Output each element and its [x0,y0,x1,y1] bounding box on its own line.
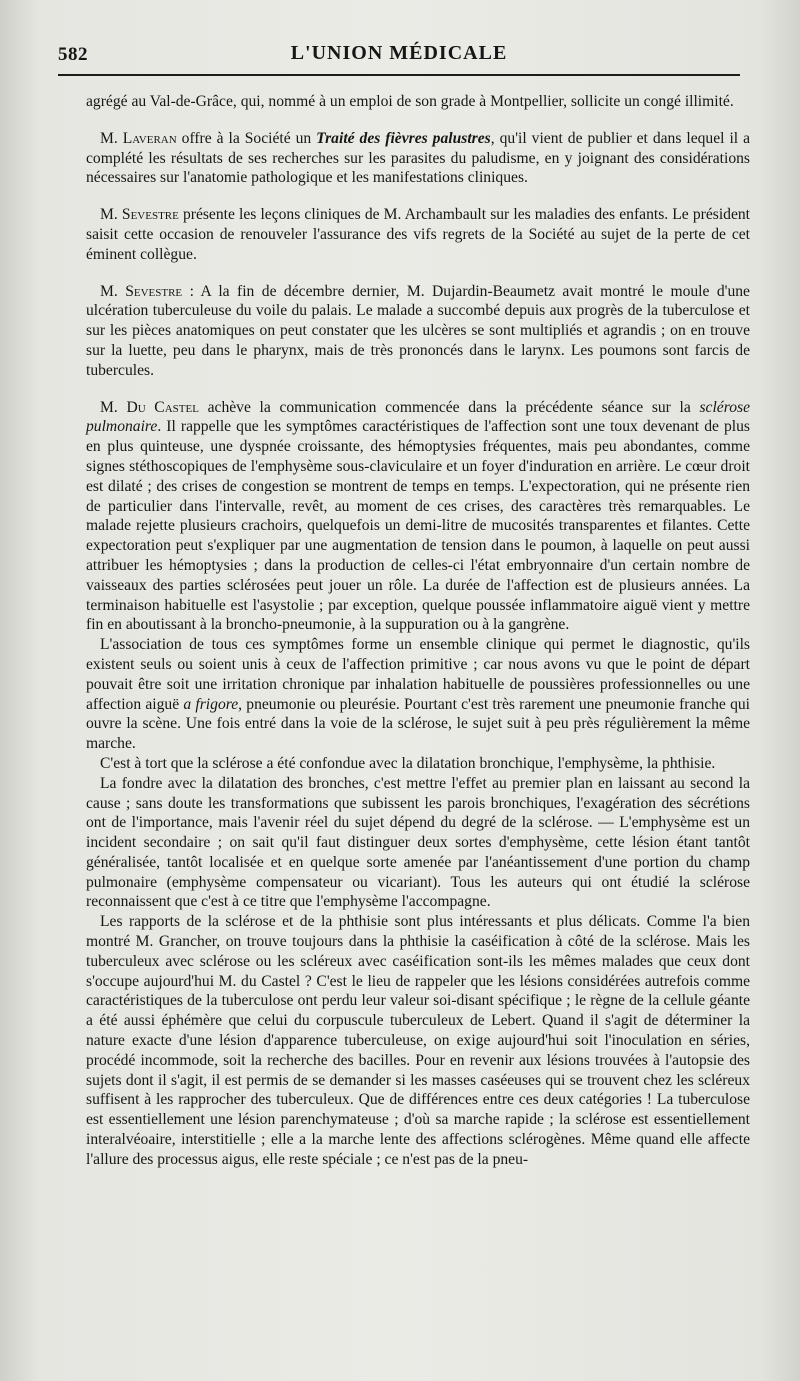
paragraph-text: offre à la Société un [176,129,317,147]
paragraph-text: L'association de tous ces symptômes forme un ensemble clinique qui permet le diagnostic, qu'ils existent seuls ou soient unis à ceux de l'affection primitive ; car nous avons vu que le point de départ pouvait être soit une irritation chronique par inhalation habituelle de poussières professionnelles ou une affection aiguë [86,636,750,713]
paragraph-text: C'est à tort que la sclérose a été confondue avec la dilatation bronchique, l'emphysème, la phthisie. [100,754,716,772]
paragraph-prefix: M. [100,398,127,416]
paragraph-prefix: M. [100,206,122,224]
paragraph-text: , pneumonie ou pleurésie. Pourtant c'est très rarement une pneumonie franche qui ouvre la scène. Une fois entré dans la voie de la sclérose, le sujet suit à peu près régulièrement la même marche. [86,695,751,753]
paragraph-text: . Il rappelle que les symptômes caractéristiques de l'affection sont une toux devenant de plus en plus quinteuse, une dyspnée croissante, des hémoptysies fréquentes, mais peu abondantes, comme signes stéthoscopiques de l'emphysème sous-claviculaire et un foyer d'induration en arrière. Le cœur droit est dilaté ; des crises de congestion se montrent de temps en temps. L'expectoration, qui ne présente rien de particulier dans l'intervalle, revêt, au moment de ces crises, des caractères très remarquables. Le malade rejette plusieurs crachoirs, quelquefois un demi-litre de mucosités transparentes et filantes. Cette expectoration peut s'expliquer par une augmentation de tension dans le poumon, à laquelle on peut aussi attribuer les hémoptysies ; dans la production de celles-ci l'état embryonnaire d'un certain nombre de vaisseaux des parties sclérosées peut jouer un rôle. La durée de l'affection est de plusieurs années. La terminaison habituelle est l'asystolie ; par exception, quelque poussée inflammatoire aiguë vient y mettre fin en aboutissant à la broncho-pneumonie, à la suppuration ou à la gangrène. [86,418,750,634]
running-title: L'UNION MÉDICALE [290,42,508,64]
paragraph-text: : A la fin de décembre dernier, M. Dujardin-Beaumetz avait montré le moule d'une ulcération tuberculeuse du voile du palais. Le malade a succombé depuis aux progrès de la tuberculose et sur les pièces anatomiques on peut constater que les ulcères se sont multipliés et agrandis ; on en trouve sur la luette, peu dans le pharynx, mais de très prononcés dans le larynx. Les poumons sont farcis de tubercules. [86,282,750,379]
speaker-name: Du Castel [126,398,199,416]
book-title: Traité des fièvres palustres [316,129,491,147]
paragraph-text: Les rapports de la sclérose et de la phthisie sont plus intéressants et plus délicats. Comme l'a bien montré M. Grancher, on trouve toujours dans la phthisie la caséification à côté de la sclérose. Mais les tuberculeux avec sclérose ou les scléreux avec caséification sont-ils les mêmes malades que ceux dont s'occupe aujourd'hui M. du Castel ? C'est le lieu de rappeler que les lésions considérées autrefois comme caractéristiques de la tuberculose ont perdu leur valeur soi-disant spécifique ; le règne de la cellule géante a été aussi éphémère que celui du corpuscule tuberculeux de Lebert. Quand il s'agit de déterminer la nature exacte d'une lésion d'apparence tuberculeuse, on exige aujourd'hui soit l'inoculation en séries, procédé incommode, soit la recherche des bacilles. Pour en revenir aux lésions trouvées à l'autopsie des sujets dont il s'agit, il est permis de se demander si les masses caséeuses qui se trouvent chez les scléreux suffisent à les rapprocher des tuberculeux. Que de différences entre ces deux catégories ! La tuberculose est essentiellement une lésion parenchymateuse ; d'où sa marche rapide ; la sclérose est essentiellement interalvéoaire, interstitielle ; elle a la marche lente des affections sclérogènes. Même quand elle affecte l'allure des processus aigus, elle reste spéciale ; ce n'est pas de la pneu- [86,913,750,1168]
paragraph-text: achève la communication commencée dans la précédente séance sur la [198,398,700,416]
paragraph-prefix: M. [100,129,123,147]
paragraph [86,398,750,636]
paragraph-text: La fondre avec la dilatation des bronches, c'est mettre l'effet au premier plan en laissant au second la cause ; sans doute les transformations que subissent les parois bronchiques, l'exagération des sécrétions ont de l'importance, mais l'avenir réel du sujet dépend du degré de la sclérose. — L'emphysème est un incident secondaire ; on sait qu'il faut distinguer deux sortes d'emphysème, cette lésion étant tantôt généralisée, tantôt localisée et en quelque sorte amenée par l'anéantissement d'une portion du champ pulmonaire (emphysème compensateur ou vicariant). Tous les auteurs qui ont étudié la sclérose reconnaissent que c'est à ce titre que l'emphysème l'accompagne. [86,774,750,911]
paragraph [86,912,750,1169]
paragraph [86,129,750,188]
speaker-name: Sevestre [121,206,179,224]
paragraph-prefix: M. [100,282,126,300]
speaker-name: Sevestre [125,282,183,300]
paragraph-text: , qu'il vient de publier et dans lequel il a complété les résultats de ses recherches sur les parasites du paludisme, en y joignant des considérations nécessaires sur l'anatomie pathologique et les manifestations cliniques. [86,129,750,187]
paragraph [86,774,750,913]
paragraph [86,92,750,112]
page-number: 582 [58,44,88,65]
paragraph [86,205,750,264]
paragraph [86,635,750,754]
latin-term: a frigore [183,695,239,713]
paragraph [86,754,750,774]
body-text [86,92,750,1170]
paragraph [86,282,750,381]
header-rule [58,74,740,76]
topic-title: sclérose pulmonaire [86,398,750,436]
paragraph-text: agrégé au Val-de-Grâce, qui, nommé à un emploi de son grade à Montpellier, sollicite un congé illimité. [86,93,734,110]
paragraph-text: présente les leçons cliniques de M. Archambault sur les maladies des enfants. Le président saisit cette occasion de renouveler l'assurance des vifs regrets de la Société au sujet de la perte de cet éminent collègue. [86,206,750,263]
page-header [58,38,740,72]
speaker-name: Laveran [122,129,177,147]
